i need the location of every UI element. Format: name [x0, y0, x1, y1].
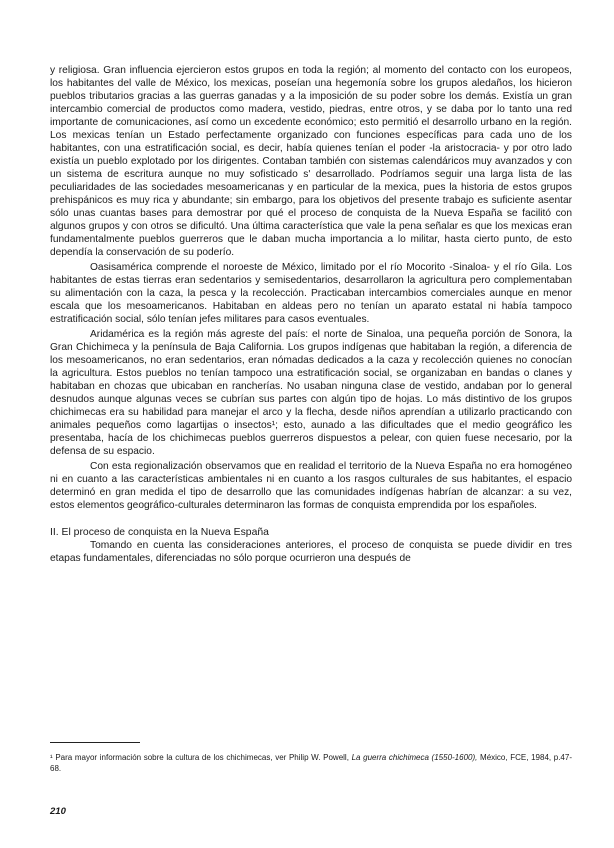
footnote-marker: ¹ — [50, 753, 53, 762]
footnote-publication: México, FCE, 1984, p.47-68. — [50, 753, 572, 773]
footnote-divider — [50, 742, 140, 743]
paragraph-conquest-stages: Tomando en cuenta las consideraciones anteriores, el proceso de conquista se puede dividir en tres etapas fundamentales, diferenciadas no sólo porque ocurrieron una después de — [50, 540, 572, 564]
section-heading: II. El proceso de conquista en la Nueva España — [50, 527, 269, 538]
footnote-text: Para mayor información sobre la cultura de los chichimecas, ver Philip W. Powell, — [55, 753, 349, 762]
page-number: 210 — [50, 806, 66, 817]
paragraph-regionalization: Con esta regionalización observamos que en realidad el territorio de la Nueva España no era homogéneo ni en cuanto a las características ambientales ni en cuanto a los rasgos culturales de sus habitantes, el espacio determinó en gran medida el tipo de desarrollo que las comunidades indígenas habrían de alcanzar: a su vez, estos elementos geográfico-culturales determinaron las formas de conquista emprendida por los españoles. — [50, 461, 572, 511]
paragraph-oasisamerica: Oasisamérica comprende el noroeste de México, limitado por el río Mocorito -Sinaloa- y el río Gila. Los habitantes de estas tierras eran sedentarios y semisedentarios, desarrollaron la agricultura pero complementaban su alimentación con la caza, la pesca y la recolección. Practicaban intercambios comerciales aunque en menor escala que los mesoamericanos. Habitaban en aldeas pero no tenían un aparato estatal ni había tampoco estratificación social, sólo tenían jefes militares para casos eventuales. — [50, 262, 572, 325]
footnote-book-title: La guerra chichimeca (1550-1600), — [351, 753, 478, 762]
paragraph-mesoamerica: y religiosa. Gran influencia ejercieron estos grupos en toda la región; al momento del contacto con los europeos, los habitantes del valle de México, los mexicas, poseían una hegemonía sobre los grupos aledaños, los hicieron pueblos tributarios gracias a las guerras ganadas y a la imposición de su poder sobre los demás. Existía un gran intercambio comercial de productos como madera, vestido, piedras, entre otros, y se daba por lo tanto una red importante de comunicaciones, así como un excedente económico; esto permitió el desarrollo urbano en la región. Los mexicas tenían un Estado perfectamente organizado con funciones específicas para cada uno de los habitantes, con una estratificación social, es decir, había quienes tenían el poder -la aristocracia- y por otro lado existía un pueblo explotado por los dirigentes. Contaban también con sistemas calendáricos muy avanzados y con un sistema de escritura aunque no muy sofisticado s' desarrollado. Podríamos seguir una larga lista de las peculiaridades de las sociedades mesoamericanas y en particular de la mexica, pues la historia de estos grupos prehispánicos es muy rica y abundante; sin embargo, para los objetivos del presente trabajo es suficiente asentar sólo unas cuantas bases para demostrar por qué el proceso de conquista de la Nueva España se facilitó con algunos grupos y con otros se dificultó. Una última característica que vale la pena señalar es que los mexicas eran fundamentalmente pueblos guerreros que le daban mucha importancia a lo militar, hasta cierto punto, de esto dependía la conservación de su poderío. — [50, 65, 572, 258]
footnote — [50, 752, 572, 774]
page-body — [50, 64, 572, 565]
paragraph-aridamerica: Aridamérica es la región más agreste del país: el norte de Sinaloa, una pequeña porción de Sonora, la Gran Chichimeca y la península de Baja California. Los grupos indígenas que habitaban la región, a diferencia de los mesoamericanos, no eran sedentarios, eran nómadas dedicados a la caza y recolección quienes no conocían la agricultura. Estos pueblos no tenían tampoco una estratificación social, se organizaban en bandas o clanes y habitaban en chozas que ubicaban en rancherías. No usaban ninguna clase de vestido, andaban por lo general desnudos aunque algunas veces se cubrían sus partes con algún tipo de hojas. Lo más distintivo de los grupos chichimecas era su habilidad para manejar el arco y la flecha, desde niños aprendían a utilizarlo practicando con animales pequeños como lagartijas o insectos¹; esto, aunado a las dificultades que el medio geográfico les presentaba, hacía de los chichimecas pueblos guerreros dispuestos a pelear, con quien fuese necesario, por la defensa de su espacio. — [50, 329, 572, 457]
